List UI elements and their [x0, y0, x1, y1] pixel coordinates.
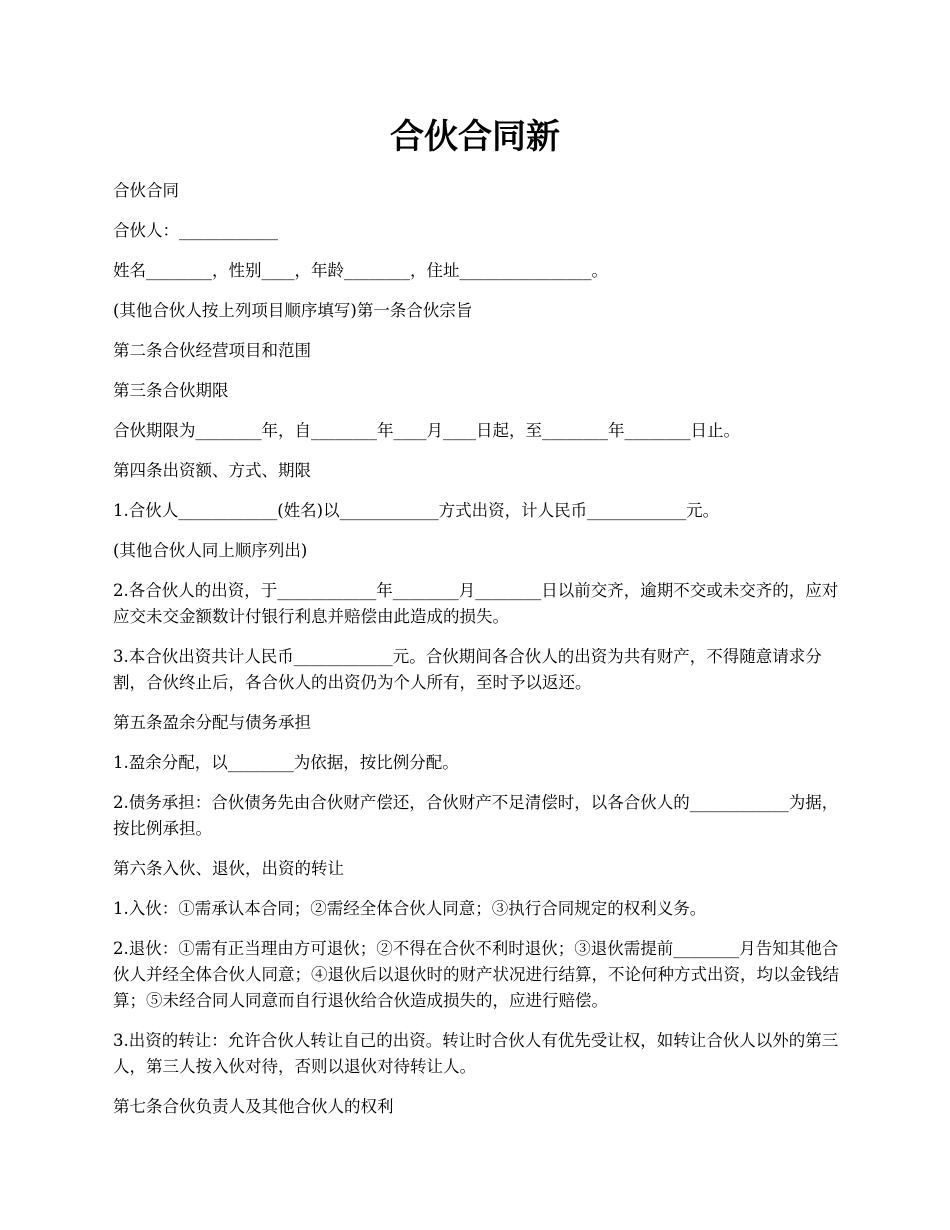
paragraph-other-partners: (其他合伙人同上顺序列出): [113, 541, 308, 560]
paragraph-article-3: 第三条合伙期限: [113, 381, 229, 400]
paragraph-join: 1.入伙：①需承认本合同；②需经全体合伙人同意；③执行合同规定的权利义务。: [113, 899, 707, 918]
paragraph-article-6: 第六条入伙、退伙，出资的转让: [113, 859, 344, 878]
paragraph-contribution-2: 2.各合伙人的出资，于____________年________月________日以前交齐，逾期不交或未交齐的，应对应交未交金额数计付银行利息并赔偿由此造成的损失。: [113, 581, 839, 626]
paragraph-article-4: 第四条出资额、方式、期限: [113, 461, 311, 480]
paragraph-withdraw: 2.退伙：①需有正当理由方可退伙；②不得在合伙不利时退伙；③退伙需提前________月告知其他合伙人并经全体合伙人同意；④退伙后以退伙时的财产状况进行结算，不论何种方式出资，均以金钱结算；⑤未经合同人同意而自行退伙给合伙造成损失的，应进行赔偿。: [113, 939, 839, 1010]
paragraph-debt: 2.债务承担：合伙债务先由合伙财产偿还，合伙财产不足清偿时，以各合伙人的____________为据，按比例承担。: [113, 793, 839, 838]
paragraph-profit: 1.盈余分配，以________为依据，按比例分配。: [113, 753, 459, 772]
paragraph-contribution-3: 3.本合伙出资共计人民币____________元。合伙期间各合伙人的出资为共有财产，不得随意请求分割，合伙终止后，各合伙人的出资仍为个人所有，至时予以返还。: [113, 647, 822, 692]
paragraph-heading-contract: 合伙合同: [113, 181, 179, 200]
paragraph-transfer: 3.出资的转让：允许合伙人转让自己的出资。转让时合伙人有优先受让权，如转让合伙人以外的第三人，第三人按入伙对待，否则以退伙对待转让人。: [113, 1031, 839, 1076]
paragraph-article-5: 第五条盈余分配与债务承担: [113, 713, 311, 732]
paragraph-article-2: 第二条合伙经营项目和范围: [113, 341, 311, 360]
paragraph-partner: 合伙人：____________: [113, 221, 278, 240]
paragraph-partner-details: 姓名________，性别____，年龄________，住址________________。: [113, 261, 608, 280]
document-body: [113, 178, 841, 1134]
paragraph-article-1: (其他合伙人按上列项目顺序填写)第一条合伙宗旨: [113, 301, 473, 320]
document-title: 合伙合同新: [390, 117, 560, 157]
paragraph-contribution-1: 1.合伙人____________(姓名)以____________方式出资，计人民币____________元。: [113, 501, 720, 520]
paragraph-article-7: 第七条合伙负责人及其他合伙人的权利: [113, 1097, 394, 1116]
paragraph-term: 合伙期限为________年，自________年____月____日起，至________年________日止。: [113, 421, 740, 440]
